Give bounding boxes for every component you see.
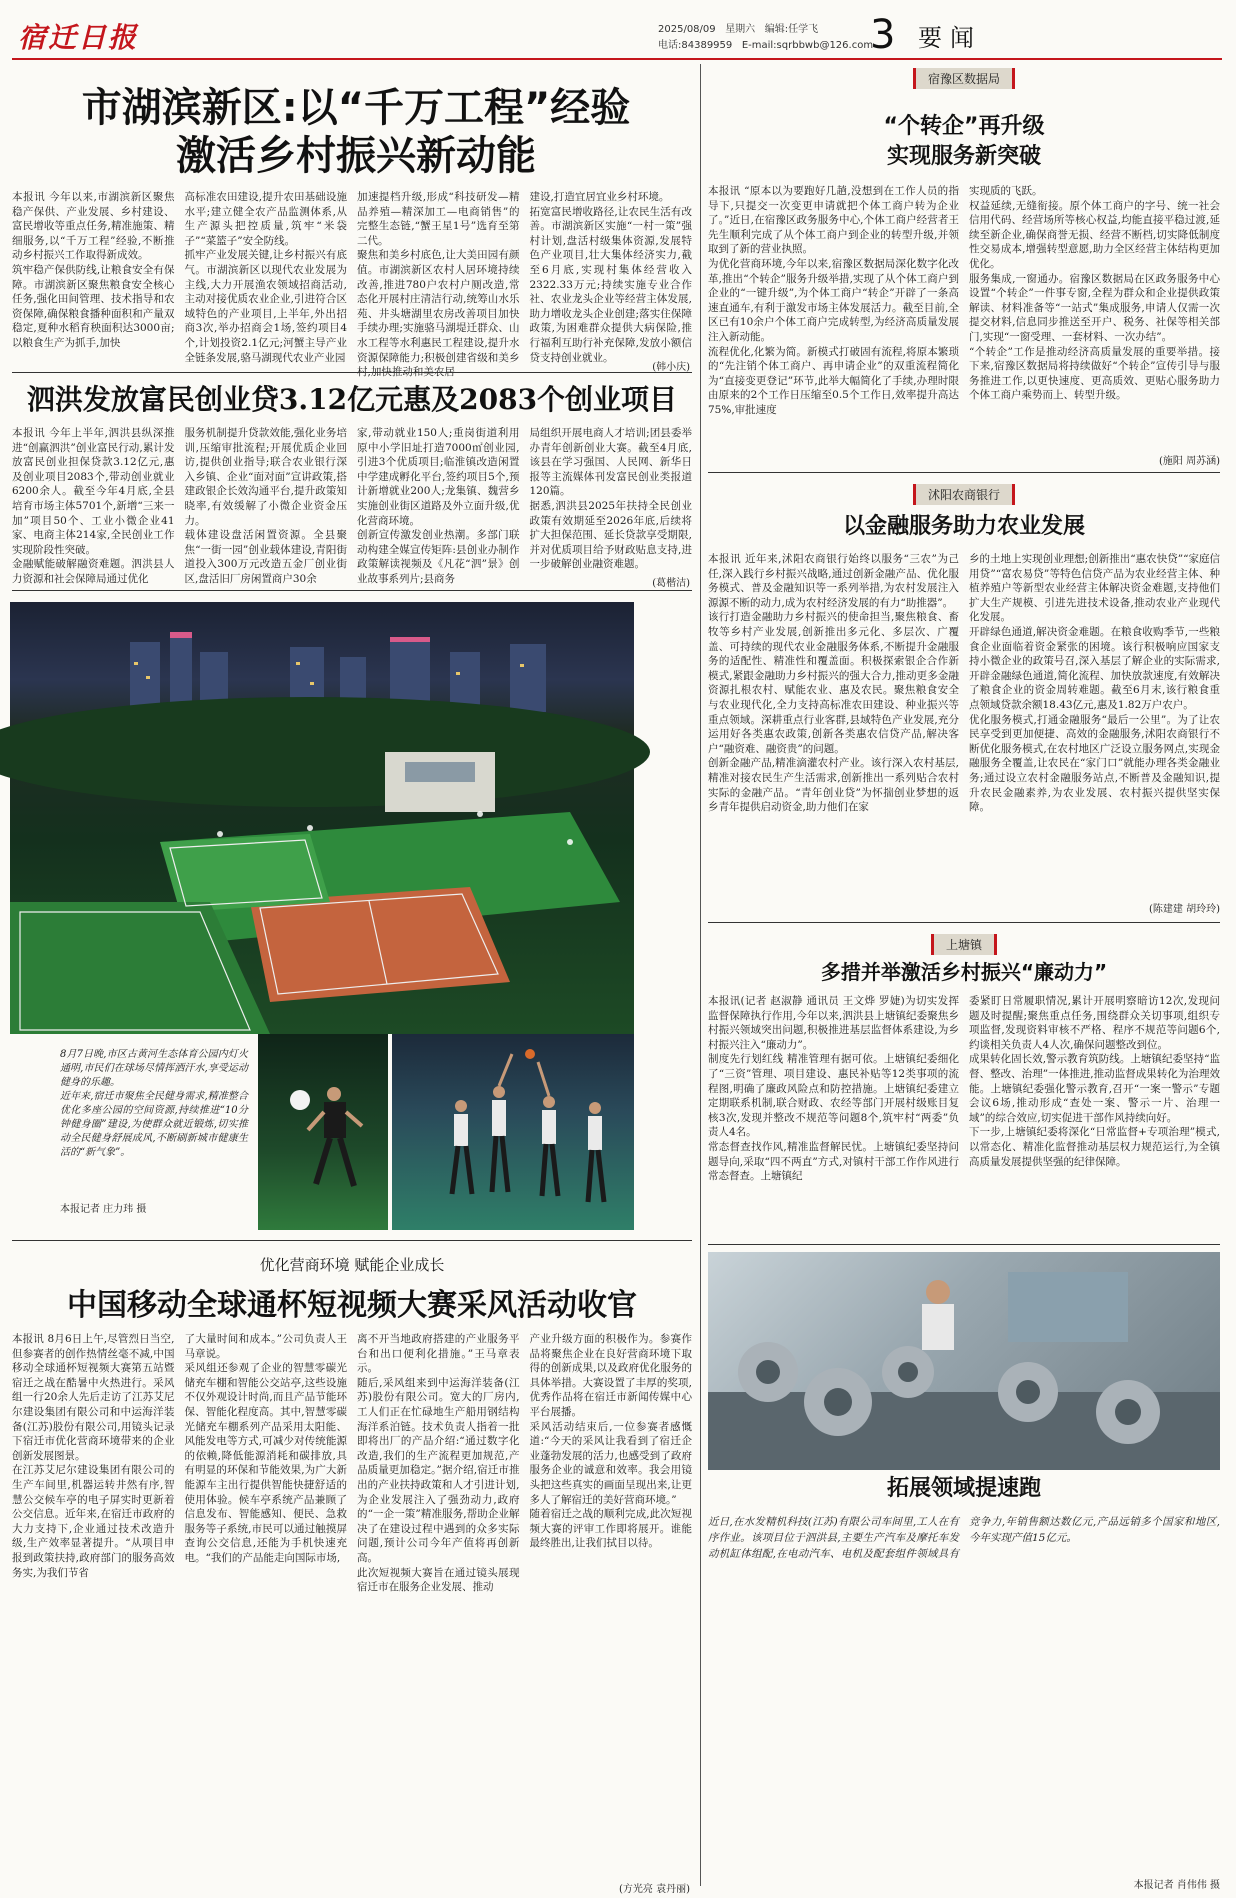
issue-editor: 编辑:任学飞 (764, 24, 819, 35)
sidebar-top-header (710, 68, 1218, 89)
sidebar-mid-credit: (陈建建 胡玲玲) (1149, 904, 1220, 915)
sidebar-top-tag: 宿豫区数据局 (913, 68, 1015, 89)
factory-caption: 近日,在水发精机科技(江苏)有限公司车间里,工人在有序作业。该项目位于泗洪县,主要生产汽车及摩托车发动机缸体组配,在电动汽车、电机及配套组件领域具有竞争力,年销售额达数亿元,产品远销多个国家和地区,今年实现产值15亿元。 (708, 1516, 1220, 1560)
page-number: 3 (870, 12, 896, 58)
mobile-col-2: 了大量时间和成本。”公司负责人王马章说。 采风组还参观了企业的智慧零碳光储充车棚和智能公交站亭,这些设施不仅外观设计时尚,而且产品节能环保、智能化程度高。其中,智慧零碳光储充车棚系列产品采用太阳能、风能发电等方式,可减少对传统能源的依赖,降低能源消耗和碳排放,具有明显的环保和节能效果,为广大新能源车主出行提供智能快捷舒适的使用体验。候车亭系统产品兼顾了信息发布、智能感知、便民、急救服务等子系统,市民可以通过触摸屏查询公交信息,还能为手机快速充电。“我们的产品能走向国际市场, (184, 1333, 347, 1564)
mobile-kicker: 优化营商环境 赋能企业成长 (259, 1256, 445, 1274)
sidebar-low-tag: 上塘镇 (931, 934, 997, 955)
factory-photo (708, 1252, 1220, 1470)
factory-title: 拓展领域提速跑 (886, 1476, 1041, 1501)
sidebar-low-title: 多措并举激活乡村振兴“廉动力” (820, 960, 1108, 984)
mobile-title: 中国移动全球通杯短视频大赛采风活动收官 (67, 1288, 637, 1323)
sidebar-low-body (708, 994, 1220, 1236)
sidebar-mid-tag: 沭阳农商银行 (913, 484, 1015, 505)
factory-credit: 本报记者 肖伟伟 摄 (1133, 1880, 1220, 1891)
sidebar-low-col-1: 本报讯(记者 赵淑静 通讯员 王文烨 罗婕)为切实发挥监督保障执行作用,今年以来,泗洪县上塘镇纪委聚焦乡村振兴领域突出问题,积极推进基层监督体系建设,为乡村振兴注入“廉动力”。 制度先行划红线 精准管理有据可依。上塘镇纪委细化了“三资”管理、项目建设、惠民补贴等12类事项的流程图,明确了廉政风险点和防控措施。上塘镇纪委建立定期联系机制,联合财政、农经等部门开展村级账目复核3次,发现并整改不规范等问题8个,筑牢村“两委”负责人4名。 常态督查找作风,精准监督解民忧。上塘镇纪委坚持问题导向,采取“四不两直”方式,对镇村干部工作作风进行常态督查。上塘镇纪 (708, 995, 959, 1183)
sidebar-mid-title: 以金融服务助力农业发展 (842, 514, 1085, 539)
sidebar-low-col-2: 委紧盯日常履职情况,累计开展明察暗访12次,发现问题及时提醒;聚焦重点任务,围绕群众关切事项,组织专项监督,发现资料审核不严格、程序不规范等问题6个,约谈相关负责人4人次,确保问题整改到位。 成果转化固长效,警示教育筑防线。上塘镇纪委坚持“监督、整改、治理”一体推进,推动监督成果转化为治理效能。上塘镇纪委强化警示教育,召开“一案一警示”专题会议6场,推动形成“查处一案、警示一片、治理一域”的综合效应,切实促进干部作风持续向好。 下一步,上塘镇纪委将深化“日常监督+专项治理”模式,以常态化、精准化监督推动基层权力规范运行,为全镇高质量发展提供坚强的纪律保障。 (969, 995, 1220, 1168)
rule-lead (12, 372, 692, 373)
loan-col-3: 家,带动就业150人;重岗街道利用原中小学旧址打造7000㎡创业园,引进3个优质项目;临淮镇改造闲置中学建成孵化平台,签约项目5个,预计新增就业200人;龙集镇、魏营乡实施创业街区道路及外立面升级,优化营商环境。 创新宣传激发创业热潮。多部门联动构建全媒宣传矩阵:县创业办制作政策解读视频及《凡花“泗”景》创业故事系列片;县商务 (357, 427, 520, 585)
rule-photo (12, 1240, 692, 1241)
photo-caption-credit: 本报记者 庄力玮 摄 (60, 1204, 147, 1215)
paper-logo: 宿迁日报 (18, 21, 139, 54)
sports-park-photo (10, 602, 634, 1034)
sidebar-top-col-2: 实现质的飞跃。 权益延续,无缝衔接。原个体工商户的字号、统一社会信用代码、经营场所等核心权益,均能直接平稳过渡,延续至新企业,确保商誉无损、经营不断档,切实降低制度性交易成本,增强转型意愿,助力全区经营主体结构更加优化。 服务集成,一窗通办。宿豫区数据局在区政务服务中心设置“个转企”一件事专窗,全程为群众和企业提供政策解读、材料准备等“一站式”集成服务,申请人仅需一次提交材料,信息同步推送至开户、税务、社保等相关部门,实现“一窗受理、一套材料、一次办结”。 “个转企”工作是推动经济高质量发展的重要举措。接下来,宿豫区数据局将持续做好“个转企”宣传引导与服务推进工作,以更快速度、更高质效、更贴心服务助力个体工商户乘势而上、转型升级。 (969, 185, 1220, 402)
sidebar-top-credit: (施阳 周苏涵) (1159, 456, 1220, 467)
issue-weekday: 星期六 (725, 24, 756, 35)
loan-col-4: 局组织开展电商人才培训;团县委举办青年创新创业大赛。截至4月底,该县在学习强国、人民网、新华日报等主流媒体刊发富民创业类报道120篇。 据悉,泗洪县2025年扶持全民创业政策有效期延至2026年底,后续将扩大担保范围、延长贷款享受期限,并对优质项目给予财政贴息支持,进一步破解创业融资难题。 (529, 427, 692, 571)
sidebar-top-title-2: 实现服务新突破 (886, 144, 1041, 169)
sidebar-mid-body (708, 552, 1220, 900)
rule-sidebar-low (708, 1244, 1220, 1245)
contact-email: E-mail:sqrbbwb@126.com (741, 40, 874, 51)
lead-col-4: 建设,打造宜居宜业乡村环境。 拓宽富民增收路径,让农民生活有改善。市湖滨新区实施“一村一策”强村计划,盘活村级集体资源,发展特色产业项目,壮大集体经济实力,截至6月底,实现村集体经营收入2322.33万元;持续实施专业合作社、农业龙头企业等经营主体发展,助力增收龙头企业创建;落实住保障政策,为困难群众提供大病保险,推行福利互助行补充保障,发放小额信贷支持创业就业。 (529, 191, 692, 364)
issue-info (658, 20, 818, 35)
contact-info (658, 36, 873, 51)
sidebar-top-col-1: 本报讯 “原本以为要跑好几趟,没想到在工作人员的指导下,只提交一次变更申请就把个体工商户转为企业了。”近日,在宿豫区政务服务中心,个体工商户经营者王先生顺利完成了从个体工商户到企业的转型升级,并领取到了新的营业执照。 为优化营商环境,今年以来,宿豫区数据局深化数字化改革,推出“个转企”服务升级举措,实现了从个体工商户到企业的“一键升级”,为个体工商户“转企”开辟了一条高速直通车,有利于激发市场主体发展活力。截至目前,全区已有10余户个体工商户完成转型,为经济高质量发展注入新动能。 流程优化,化繁为简。新模式打破固有流程,将原本繁琐的“先注销个体工商户、再申请企业”的双重流程简化为“直接变更登记”环节,此举大幅简化了手续,办理时限由原来的2个工作日压缩至0.5个工作日,效率提升高达75%,审批速度 (708, 185, 959, 416)
soccer-photo (258, 1034, 388, 1230)
rule-sidebar-mid (708, 922, 1220, 923)
loan-col-1: 本报讯 今年上半年,泗洪县纵深推进“创赢泗洪”创业富民行动,累计发放富民创业担保贷款3.12亿元,惠及创业项目2083个,带动创业就业6200余人。截至今年4月底,全县培育市场主体5701个,新增“三来一加”项目50个、工业小微企业41家、电商主体214家,全民创业工作实现阶段性突破。 金融赋能破解融资难题。泗洪县人力资源和社会保障局通过优化 (12, 427, 175, 585)
mobile-col-3: 离不开当地政府搭建的产业服务平台和出口便利化措施。”王马章表示。 随后,采风组来到中运海洋装备(江苏)股份有限公司。宽大的厂房内,工人们正在忙碌地生产船用钢结构海洋系泊链。技术负责人指着一批即将出厂的产品介绍:“通过数字化改造,我们的生产流程更加规范,产品质量更加稳定。”据介绍,宿迁市推出的产业扶持政策和人才引进计划,为企业发展注入了强劲动力,政府的“一企一策”精准服务,帮助企业解决了在建设过程中遇到的众多实际问题,预计公司今年产值将再创新高。 此次短视频大赛旨在通过镜头展现宿迁市在服务企业发展、推动 (357, 1333, 520, 1594)
mobile-col-4: 产业升级方面的积极作为。参赛作品将聚焦企业在良好营商环境下取得的创新成果,以及政府优化服务的具体举措。大赛设置了丰厚的奖项,优秀作品将在宿迁市新闻传媒中心平台展播。 采风活动结束后,一位参赛者感慨道:“今天的采风让我看到了宿迁企业蓬勃发展的活力,也感受到了政府服务企业的诚意和效率。我会用镜头把这些真实的画面呈现出来,让更多人了解宿迁的美好营商环境。” 随着宿迁之战的顺利完成,此次短视频大赛的评审工作即将展开。谁能最终胜出,让我们拭目以待。 (529, 1333, 692, 1550)
sidebar-mid-header (710, 484, 1218, 505)
contact-phone: 电话:84389959 (658, 40, 733, 51)
mobile-col-1: 本报讯 8月6日上午,尽管烈日当空,但参赛者的创作热情丝毫不减,中国移动全球通杯短视频大赛第五站暨宿迁之战在酷暑中火热进行。采风组一行20余人先后走访了江苏艾尼尔建设集团有限公司和中运海洋装备(江苏)股份有限公司,用镜头记录下宿迁市优化营商环境带来的企业创新发展图景。 在江苏艾尼尔建设集团有限公司的生产车间里,机器运转井然有序,智慧公交候车亭的电子屏实时更新着公交信息。近年来,在宿迁市政府的大力支持下,企业通过技术改造升级,生产效率显著提升。“从项目申报到政策扶持,政府部门的服务高效务实,为我们节省 (12, 1333, 175, 1579)
sidebar-mid-col-1: 本报讯 近年来,沭阳农商银行始终以服务“三农”为己任,深入践行乡村振兴战略,通过创新金融产品、优化服务模式、普及金融知识等一系列举措,为农村发展注入源源不断的动力,成为农村经济发展的有力“助推器”。 该行打造金融助力乡村振兴的使命担当,聚焦粮食、畜牧等乡村产业发展,创新推出多元化、多层次、广覆盖、可持续的现代农业金融服务体系,不断提升金融服务的适配性、精准性和覆盖面。积极探索银企合作新模式,紧跟金融助力乡村振兴的强大合力,推动更多金融资源扎根农村、赋能农业、惠及农民。聚焦粮食安全与农业现代化,全力支持高标准农田建设、种业振兴等重点领域。深耕重点行业客群,县域特色产业发展,充分运用好各类惠农政策,创新各类惠农信贷产品,解决客户“融资难、融资贵”的问题。 创新金融产品,精准滴灌农村产业。该行深入农村基层,精准对接农民生产生活需求,创新推出一系列贴合农村实际的金融产品。“青年创业贷”为怀揣创业梦想的返乡青年提供启动资金,助力他们在家 (708, 553, 959, 814)
mobile-body (12, 1332, 692, 1880)
lead-headline (36, 84, 676, 180)
photo-caption: 8月7日晚,市区古黄河生态体育公园内灯火通明,市民们在球场尽情挥洒汗水,享受运动健身的乐趣。 近年来,宿迁市聚焦全民健身需求,精准整合优化多座公园的空间资源,持续推进“10分钟健身圈”建设,为使群众就近锻炼,切实推动全民健身舒展成风,不断刷新城市健康生活的“新气象”。 (60, 1049, 248, 1158)
loan-title: 泗洪发放富民创业贷3.12亿元惠及2083个创业项目 (26, 383, 678, 416)
mobile-credit: (方光亮 袁丹丽) (619, 1884, 690, 1895)
lead-title-line1: 市湖滨新区:以“千万工程”经验 (81, 85, 631, 131)
lead-credit: (韩小庆) (652, 362, 690, 373)
column-divider (700, 64, 701, 1886)
sidebar-top-body (708, 184, 1220, 452)
sidebar-low-header (710, 934, 1218, 955)
issue-date: 2025/08/09 (658, 24, 716, 35)
sidebar-top-title-1: “个转企”再升级 (883, 114, 1045, 139)
lead-title-line2: 激活乡村振兴新动能 (176, 133, 536, 179)
basketball-photo (392, 1034, 634, 1230)
section-name: 要闻 (918, 24, 982, 52)
masthead (18, 12, 1218, 60)
lead-col-2: 高标准农田建设,提升农田基础设施水平;建立健全农产品监测体系,从生产源头把控质量,筑牢“米袋子”“菜篮子”安全防线。 抓牢产业发展关键,让乡村振兴有底气。市湖滨新区以现代农业发展为主线,大力开展渔农领域招商活动,主动对接优质农业企业,引进符合区域特色的产业项目,上半年,外出招商3次,举办招商会1场,签约项目4个,计划投资2.1亿元;河蟹主导产业全链条发展,骆马湖现代农业产业园 (184, 191, 347, 364)
rule-loan (12, 590, 692, 591)
rule-sidebar-top (708, 472, 1220, 473)
loan-col-2: 服务机制提升贷款效能,强化业务培训,压缩审批流程;开展优质企业回访,提供创业指导;联合农业银行深入乡镇、企业“面对面”宣讲政策,搭建政银企长效沟通平台,提升政策知晓率,有效缓解了小微企业资金压力。 载体建设盘活闲置资源。全县聚焦“一街一园”创业载体建设,青阳街道投入300万元改造五金厂创业街区,盘活旧厂房闲置商户30余 (184, 427, 347, 585)
lead-col-1: 本报讯 今年以来,市湖滨新区聚焦稳产保供、产业发展、乡村建设、富民增收等重点任务,精准施策、精细服务,以“千万工程”经验,不断推动乡村振兴工作取得新成效。 筑牢稳产保供防线,让粮食安全有保障。市湖滨新区聚焦粮食安全核心任务,强化田间管理、技术指导和农资保障,确保粮食播种面积和产量双稳定,夏种水稻育秧面积达3000亩;以粮食生产为抓手,加快 (12, 191, 175, 349)
masthead-rule (12, 58, 1222, 60)
loan-credit: (葛楷洁) (652, 578, 690, 589)
lead-col-3: 加速提档升级,形成“科技研发—精品养殖—精深加工—电商销售”的完整生态链,“蟹王星1号”选育至第二代。 聚焦和美乡村底色,让大美田园有颜值。市湖滨新区农村人居环境持续改善,推进780户农村户厕改造,常态化开展村庄清洁行动,统筹山水乐苑、井头塘湖里农房改善项目加快手续办理;实施骆马湖堤迁群众、山水工程等水利惠民工程建设,提升水资源保障能力;积极创建省级和美乡村,加快推动和美农居 (357, 191, 520, 379)
sidebar-mid-col-2: 乡的土地上实现创业理想;创新推出“惠农快贷”“家庭信用贷”“富农易贷”等特色信贷产品为农业经营主体、种植养殖户等新型农业经营主体解决资金难题,支持他们扩大生产规模、引进先进技术设备,推动农业产业现代化发展。 开辟绿色通道,解决资金难题。在粮食收购季节,一些粮食企业面临着资金紧张的困境。该行积极响应国家支持小微企业的政策号召,深入基层了解企业的实际需求,开辟金融绿色通道,简化流程、加快放款速度,有效解决了粮食企业的资金周转难题。截至6月末,该行粮食重点领域贷款余额18.43亿元,惠及1.82万户农户。 优化服务模式,打通金融服务“最后一公里”。为了让农民享受到更加便捷、高效的金融服务,沭阳农商银行不断优化服务模式,在农村地区广泛设立服务网点,实现金融服务全覆盖,让农民在“家门口”就能办理各类金融业务;通过设立农村金融服务站点,不断普及金融知识,提升农民金融素养,为农业发展、农村振兴提供坚实保障。 (969, 553, 1220, 814)
